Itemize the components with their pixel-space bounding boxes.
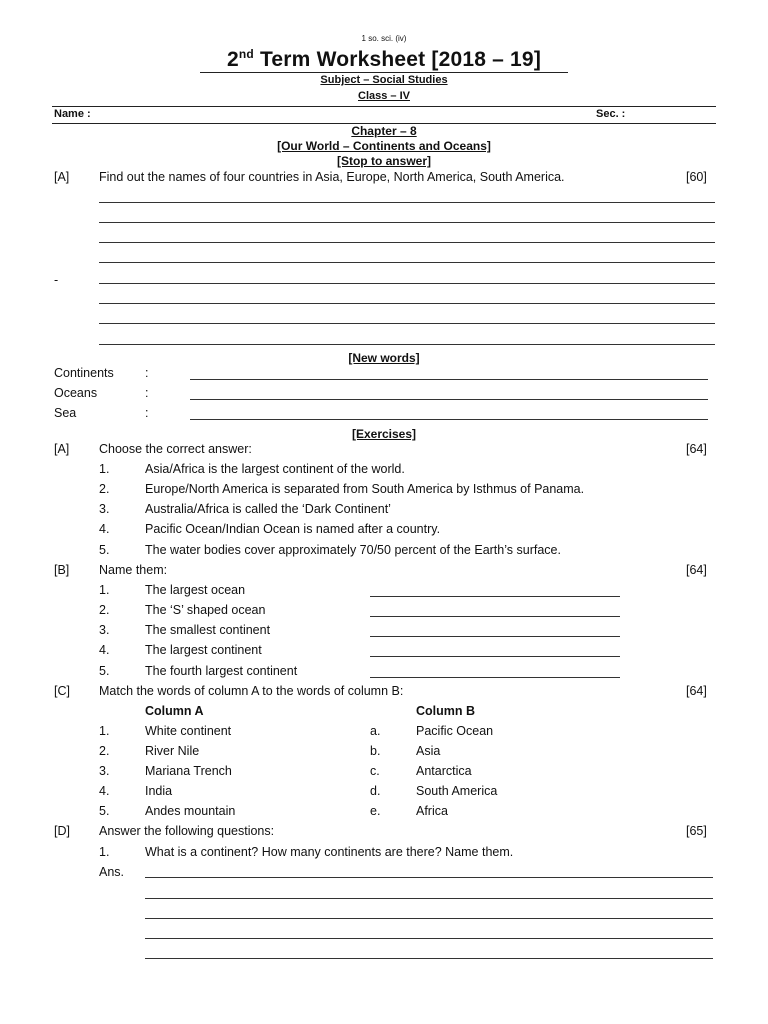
title-suffix: nd [238,47,254,61]
ex-b-question: Name them: [99,563,168,577]
ex-d-marks: [65] [686,824,707,838]
answer-line [99,262,715,263]
match-col-b-letter: a. [370,724,381,738]
sec-label: Sec. : [596,108,626,120]
class-line: Class – IV [358,90,410,102]
new-word-sea: Sea [54,406,77,420]
ex-b-blank [370,616,620,617]
match-row-num: 4. [99,784,110,798]
answer-line [99,283,715,284]
answer-line [99,323,715,324]
ex-b-marker: [B] [54,563,70,577]
ex-a-item: Pacific Ocean/Indian Ocean is named after a country. [145,522,441,536]
ex-d-marker: [D] [54,824,70,838]
ex-a-item-num: 4. [99,522,110,536]
match-row-num: 3. [99,764,110,778]
page-title [0,47,768,72]
new-word-colon: : [145,366,149,380]
ex-a-marker: [A] [54,442,70,456]
answer-line [99,202,715,203]
answer-line [99,242,715,243]
ex-b-item-num: 1. [99,583,110,597]
new-word-continents: Continents [54,366,114,380]
match-row-num: 5. [99,804,110,818]
ex-a-marks: [64] [686,442,707,456]
ex-b-item: The smallest continent [145,623,271,637]
ex-a-item-num: 3. [99,502,110,516]
intro-marker: [A] [54,170,70,184]
ex-a-question: Choose the correct answer: [99,442,252,456]
answer-label: Ans. [99,865,125,879]
exercises-heading: [Exercises] [351,427,417,441]
ex-a-item-num: 5. [99,543,110,557]
ex-b-item-num: 5. [99,664,110,678]
ex-b-item: The fourth largest continent [145,664,298,678]
answer-line [99,344,715,345]
ex-a-item-num: 2. [99,482,110,496]
ex-b-item-num: 4. [99,643,110,657]
match-col-b-item: Pacific Ocean [416,724,494,738]
new-word-blank [190,399,708,400]
title-underline [200,72,568,73]
name-row-top-rule [52,106,716,107]
match-row-num: 1. [99,724,110,738]
answer-line [145,958,713,959]
column-b-heading: Column B [416,704,476,718]
worksheet-code: 1 so. sci. (iv) [361,34,407,43]
chapter-note: [Stop to answer] [336,154,431,168]
ex-a-item: Asia/Africa is the largest continent of the world. [145,462,405,476]
ex-c-marks: [64] [686,684,707,698]
new-word-colon: : [145,386,149,400]
intro-question: Find out the names of four countries in Asia, Europe, North America, South America. [99,170,565,184]
name-label: Name : [54,108,91,120]
answer-line [145,938,713,939]
ex-b-blank [370,636,620,637]
new-word-colon: : [145,406,149,420]
match-col-a-item: River Nile [145,744,200,758]
match-col-b-letter: e. [370,804,381,818]
match-col-b-item: Africa [416,804,448,818]
ex-a-item: Europe/North America is separated from South America by Isthmus of Panama. [145,482,585,496]
match-col-b-letter: d. [370,784,381,798]
match-col-b-letter: b. [370,744,381,758]
ex-b-item-num: 2. [99,603,110,617]
title-rest: Term Worksheet [2018 – 19] [253,48,542,71]
match-col-b-item: South America [416,784,498,798]
intro-marks: [60] [686,170,707,184]
answer-line [145,877,713,878]
ex-b-item: The largest continent [145,643,262,657]
match-row-num: 2. [99,744,110,758]
match-col-b-item: Antarctica [416,764,472,778]
ex-b-blank [370,596,620,597]
answer-line [145,918,713,919]
match-col-a-item: Andes mountain [145,804,236,818]
chapter-number: Chapter – 8 [351,124,417,138]
ex-d-q1-num: 1. [99,845,110,859]
ex-a-item-num: 1. [99,462,110,476]
new-word-oceans: Oceans [54,386,98,400]
ex-d-q1-text: What is a continent? How many continents are there? Name them. [145,845,514,859]
answer-line [145,898,713,899]
ex-c-question: Match the words of column A to the words of column B: [99,684,404,698]
ex-b-item: The ‘S’ shaped ocean [145,603,266,617]
answer-line [99,222,715,223]
ex-b-blank [370,656,620,657]
ex-a-item: The water bodies cover approximately 70/50 percent of the Earth’s surface. [145,543,561,557]
match-col-a-item: Mariana Trench [145,764,232,778]
ex-d-question: Answer the following questions: [99,824,275,838]
ex-b-blank [370,677,620,678]
ex-b-item: The largest ocean [145,583,246,597]
chapter-name: [Our World – Continents and Oceans] [277,139,491,153]
column-a-heading: Column A [145,704,204,718]
side-mark: - [54,273,59,287]
ex-c-marker: [C] [54,684,70,698]
ex-a-item: Australia/Africa is called the ‘Dark Continent’ [145,502,391,516]
new-word-blank [190,379,708,380]
match-col-b-item: Asia [416,744,441,758]
ex-b-item-num: 3. [99,623,110,637]
match-col-b-letter: c. [370,764,380,778]
ex-b-marks: [64] [686,563,707,577]
answer-line [99,303,715,304]
match-col-a-item: India [145,784,173,798]
new-word-blank [190,419,708,420]
match-col-a-item: White continent [145,724,232,738]
subject-line: Subject – Social Studies [320,74,448,86]
title-ordinal: 2 [226,48,239,71]
new-words-heading: [New words] [348,351,420,365]
